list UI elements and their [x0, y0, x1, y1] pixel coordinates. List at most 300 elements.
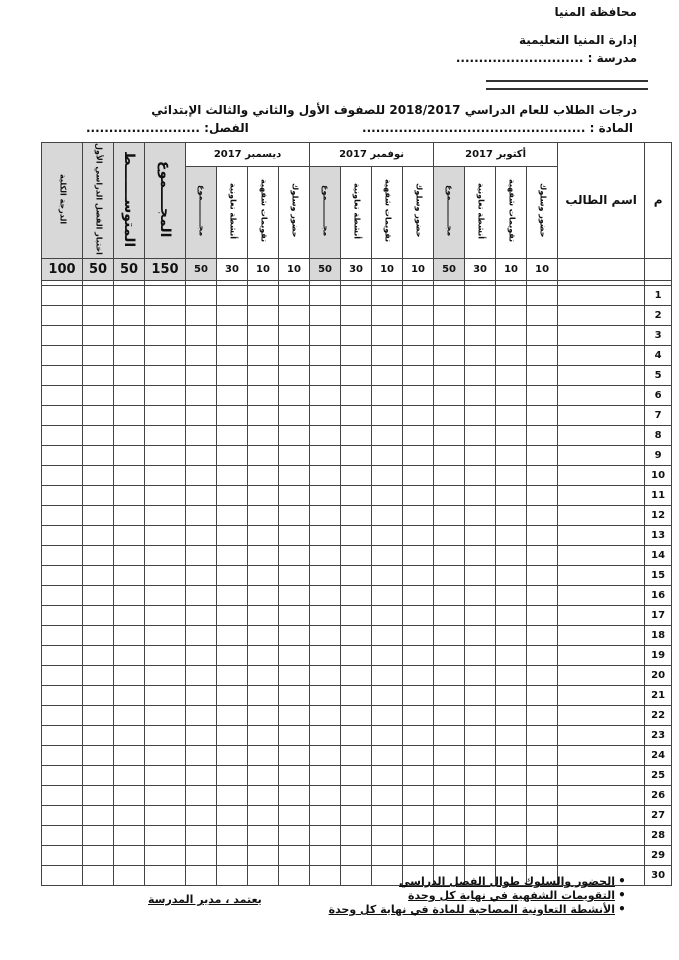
grade-cell[interactable]	[83, 365, 114, 385]
grade-cell[interactable]	[403, 605, 434, 625]
grade-cell[interactable]	[310, 505, 341, 525]
grade-cell[interactable]	[341, 705, 372, 725]
grade-cell[interactable]	[248, 545, 279, 565]
grade-cell[interactable]	[341, 445, 372, 465]
grade-cell[interactable]	[465, 645, 496, 665]
grade-cell[interactable]	[465, 565, 496, 585]
grade-cell[interactable]	[145, 605, 186, 625]
grade-cell[interactable]	[114, 725, 145, 745]
grade-cell[interactable]	[83, 745, 114, 765]
grade-cell[interactable]	[114, 565, 145, 585]
grade-cell[interactable]	[186, 865, 217, 885]
grade-cell[interactable]	[403, 325, 434, 345]
grade-cell[interactable]	[403, 285, 434, 305]
grade-cell[interactable]	[248, 645, 279, 665]
grade-cell[interactable]	[341, 645, 372, 665]
grade-cell[interactable]	[83, 405, 114, 425]
grade-cell[interactable]	[496, 345, 527, 365]
grade-cell[interactable]	[496, 605, 527, 625]
student-name-cell[interactable]	[558, 325, 645, 345]
grade-cell[interactable]	[496, 765, 527, 785]
grade-cell[interactable]	[310, 825, 341, 845]
grade-cell[interactable]	[83, 385, 114, 405]
grade-cell[interactable]	[465, 845, 496, 865]
student-name-cell[interactable]	[558, 445, 645, 465]
grade-cell[interactable]	[248, 845, 279, 865]
grade-cell[interactable]	[372, 765, 403, 785]
grade-cell[interactable]	[310, 485, 341, 505]
grade-cell[interactable]	[114, 585, 145, 605]
grade-cell[interactable]	[186, 385, 217, 405]
grade-cell[interactable]	[310, 545, 341, 565]
grade-cell[interactable]	[465, 405, 496, 425]
grade-cell[interactable]	[341, 845, 372, 865]
student-name-cell[interactable]	[558, 625, 645, 645]
grade-cell[interactable]	[279, 325, 310, 345]
grade-cell[interactable]	[372, 285, 403, 305]
grade-cell[interactable]	[248, 665, 279, 685]
grade-cell[interactable]	[434, 645, 465, 665]
grade-cell[interactable]	[279, 365, 310, 385]
grade-cell[interactable]	[341, 525, 372, 545]
grade-cell[interactable]	[341, 725, 372, 745]
grade-cell[interactable]	[248, 485, 279, 505]
grade-cell[interactable]	[310, 725, 341, 745]
grade-cell[interactable]	[465, 605, 496, 625]
grade-cell[interactable]	[186, 585, 217, 605]
grade-cell[interactable]	[527, 285, 558, 305]
grade-cell[interactable]	[42, 785, 83, 805]
grade-cell[interactable]	[403, 485, 434, 505]
grade-cell[interactable]	[248, 825, 279, 845]
grade-cell[interactable]	[114, 865, 145, 885]
grade-cell[interactable]	[496, 465, 527, 485]
grade-cell[interactable]	[310, 665, 341, 685]
student-name-cell[interactable]	[558, 705, 645, 725]
grade-cell[interactable]	[42, 865, 83, 885]
grade-cell[interactable]	[372, 645, 403, 665]
grade-cell[interactable]	[341, 605, 372, 625]
grade-cell[interactable]	[465, 445, 496, 465]
grade-cell[interactable]	[279, 305, 310, 325]
grade-cell[interactable]	[372, 625, 403, 645]
grade-cell[interactable]	[83, 805, 114, 825]
grade-cell[interactable]	[310, 785, 341, 805]
grade-cell[interactable]	[42, 505, 83, 525]
grade-cell[interactable]	[42, 805, 83, 825]
grade-cell[interactable]	[310, 325, 341, 345]
grade-cell[interactable]	[279, 705, 310, 725]
grade-cell[interactable]	[42, 325, 83, 345]
grade-cell[interactable]	[341, 565, 372, 585]
grade-cell[interactable]	[403, 505, 434, 525]
grade-cell[interactable]	[186, 805, 217, 825]
grade-cell[interactable]	[372, 705, 403, 725]
grade-cell[interactable]	[114, 505, 145, 525]
grade-cell[interactable]	[496, 385, 527, 405]
grade-cell[interactable]	[403, 685, 434, 705]
grade-cell[interactable]	[145, 705, 186, 725]
grade-cell[interactable]	[279, 285, 310, 305]
grade-cell[interactable]	[217, 325, 248, 345]
grade-cell[interactable]	[527, 345, 558, 365]
grade-cell[interactable]	[527, 825, 558, 845]
grade-cell[interactable]	[372, 525, 403, 545]
grade-cell[interactable]	[186, 305, 217, 325]
grade-cell[interactable]	[248, 465, 279, 485]
grade-cell[interactable]	[496, 525, 527, 545]
grade-cell[interactable]	[496, 545, 527, 565]
grade-cell[interactable]	[114, 785, 145, 805]
grade-cell[interactable]	[83, 765, 114, 785]
grade-cell[interactable]	[248, 585, 279, 605]
grade-cell[interactable]	[217, 545, 248, 565]
student-name-cell[interactable]	[558, 425, 645, 445]
student-name-cell[interactable]	[558, 545, 645, 565]
grade-cell[interactable]	[496, 445, 527, 465]
grade-cell[interactable]	[434, 465, 465, 485]
grade-cell[interactable]	[465, 625, 496, 645]
grade-cell[interactable]	[403, 405, 434, 425]
grade-cell[interactable]	[114, 325, 145, 345]
grade-cell[interactable]	[186, 725, 217, 745]
grade-cell[interactable]	[42, 765, 83, 785]
grade-cell[interactable]	[527, 465, 558, 485]
grade-cell[interactable]	[217, 765, 248, 785]
grade-cell[interactable]	[465, 305, 496, 325]
grade-cell[interactable]	[403, 645, 434, 665]
grade-cell[interactable]	[83, 485, 114, 505]
student-name-cell[interactable]	[558, 405, 645, 425]
grade-cell[interactable]	[527, 665, 558, 685]
grade-cell[interactable]	[114, 805, 145, 825]
grade-cell[interactable]	[496, 425, 527, 445]
student-name-cell[interactable]	[558, 745, 645, 765]
grade-cell[interactable]	[114, 685, 145, 705]
grade-cell[interactable]	[434, 545, 465, 565]
grade-cell[interactable]	[527, 445, 558, 465]
grade-cell[interactable]	[42, 605, 83, 625]
grade-cell[interactable]	[145, 565, 186, 585]
grade-cell[interactable]	[372, 445, 403, 465]
grade-cell[interactable]	[145, 685, 186, 705]
grade-cell[interactable]	[83, 865, 114, 885]
grade-cell[interactable]	[42, 285, 83, 305]
grade-cell[interactable]	[186, 765, 217, 785]
grade-cell[interactable]	[248, 805, 279, 825]
grade-cell[interactable]	[403, 305, 434, 325]
grade-cell[interactable]	[465, 425, 496, 445]
grade-cell[interactable]	[145, 305, 186, 325]
grade-cell[interactable]	[42, 705, 83, 725]
grade-cell[interactable]	[217, 605, 248, 625]
grade-cell[interactable]	[434, 485, 465, 505]
grade-cell[interactable]	[341, 385, 372, 405]
grade-cell[interactable]	[248, 525, 279, 545]
grade-cell[interactable]	[279, 445, 310, 465]
grade-cell[interactable]	[279, 585, 310, 605]
grade-cell[interactable]	[145, 385, 186, 405]
grade-cell[interactable]	[42, 485, 83, 505]
grade-cell[interactable]	[496, 665, 527, 685]
grade-cell[interactable]	[279, 545, 310, 565]
grade-cell[interactable]	[42, 845, 83, 865]
grade-cell[interactable]	[341, 485, 372, 505]
grade-cell[interactable]	[145, 545, 186, 565]
grade-cell[interactable]	[403, 805, 434, 825]
grade-cell[interactable]	[465, 505, 496, 525]
grade-cell[interactable]	[83, 785, 114, 805]
grade-cell[interactable]	[434, 825, 465, 845]
grade-cell[interactable]	[372, 405, 403, 425]
grade-cell[interactable]	[279, 725, 310, 745]
grade-cell[interactable]	[372, 745, 403, 765]
grade-cell[interactable]	[114, 305, 145, 325]
grade-cell[interactable]	[465, 805, 496, 825]
grade-cell[interactable]	[310, 445, 341, 465]
grade-cell[interactable]	[372, 345, 403, 365]
grade-cell[interactable]	[465, 345, 496, 365]
grade-cell[interactable]	[217, 445, 248, 465]
grade-cell[interactable]	[186, 625, 217, 645]
grade-cell[interactable]	[310, 745, 341, 765]
grade-cell[interactable]	[248, 745, 279, 765]
grade-cell[interactable]	[114, 485, 145, 505]
grade-cell[interactable]	[527, 605, 558, 625]
grade-cell[interactable]	[145, 445, 186, 465]
grade-cell[interactable]	[527, 645, 558, 665]
grade-cell[interactable]	[403, 705, 434, 725]
grade-cell[interactable]	[403, 725, 434, 745]
grade-cell[interactable]	[527, 565, 558, 585]
grade-cell[interactable]	[279, 665, 310, 685]
grade-cell[interactable]	[372, 585, 403, 605]
grade-cell[interactable]	[434, 305, 465, 325]
grade-cell[interactable]	[186, 785, 217, 805]
grade-cell[interactable]	[279, 685, 310, 705]
grade-cell[interactable]	[434, 745, 465, 765]
grade-cell[interactable]	[248, 565, 279, 585]
grade-cell[interactable]	[527, 625, 558, 645]
grade-cell[interactable]	[42, 665, 83, 685]
grade-cell[interactable]	[341, 285, 372, 305]
grade-cell[interactable]	[403, 845, 434, 865]
grade-cell[interactable]	[217, 525, 248, 545]
grade-cell[interactable]	[496, 565, 527, 585]
grade-cell[interactable]	[145, 625, 186, 645]
grade-cell[interactable]	[114, 365, 145, 385]
grade-cell[interactable]	[310, 805, 341, 825]
grade-cell[interactable]	[341, 785, 372, 805]
grade-cell[interactable]	[279, 625, 310, 645]
grade-cell[interactable]	[403, 525, 434, 545]
grade-cell[interactable]	[496, 305, 527, 325]
grade-cell[interactable]	[42, 625, 83, 645]
grade-cell[interactable]	[434, 385, 465, 405]
student-name-cell[interactable]	[558, 605, 645, 625]
student-name-cell[interactable]	[558, 285, 645, 305]
grade-cell[interactable]	[83, 525, 114, 545]
grade-cell[interactable]	[83, 325, 114, 345]
grade-cell[interactable]	[217, 505, 248, 525]
grade-cell[interactable]	[279, 345, 310, 365]
grade-cell[interactable]	[403, 765, 434, 785]
grade-cell[interactable]	[145, 345, 186, 365]
grade-cell[interactable]	[217, 565, 248, 585]
grade-cell[interactable]	[527, 425, 558, 445]
student-name-cell[interactable]	[558, 365, 645, 385]
grade-cell[interactable]	[527, 405, 558, 425]
grade-cell[interactable]	[83, 605, 114, 625]
grade-cell[interactable]	[145, 825, 186, 845]
grade-cell[interactable]	[83, 625, 114, 645]
grade-cell[interactable]	[42, 465, 83, 485]
grade-cell[interactable]	[465, 665, 496, 685]
grade-cell[interactable]	[465, 365, 496, 385]
student-name-cell[interactable]	[558, 725, 645, 745]
grade-cell[interactable]	[186, 665, 217, 685]
grade-cell[interactable]	[465, 745, 496, 765]
grade-cell[interactable]	[186, 845, 217, 865]
grade-cell[interactable]	[279, 405, 310, 425]
grade-cell[interactable]	[217, 385, 248, 405]
grade-cell[interactable]	[496, 705, 527, 725]
grade-cell[interactable]	[310, 365, 341, 385]
grade-cell[interactable]	[217, 585, 248, 605]
grade-cell[interactable]	[279, 605, 310, 625]
grade-cell[interactable]	[217, 665, 248, 685]
grade-cell[interactable]	[527, 845, 558, 865]
student-name-cell[interactable]	[558, 465, 645, 485]
grade-cell[interactable]	[372, 305, 403, 325]
grade-cell[interactable]	[114, 745, 145, 765]
student-name-cell[interactable]	[558, 765, 645, 785]
grade-cell[interactable]	[465, 785, 496, 805]
grade-cell[interactable]	[310, 425, 341, 445]
grade-cell[interactable]	[527, 305, 558, 325]
grade-cell[interactable]	[186, 405, 217, 425]
grade-cell[interactable]	[279, 785, 310, 805]
grade-cell[interactable]	[341, 665, 372, 685]
grade-cell[interactable]	[186, 325, 217, 345]
grade-cell[interactable]	[496, 625, 527, 645]
grade-cell[interactable]	[145, 725, 186, 745]
grade-cell[interactable]	[42, 425, 83, 445]
grade-cell[interactable]	[403, 625, 434, 645]
student-name-cell[interactable]	[558, 345, 645, 365]
grade-cell[interactable]	[434, 625, 465, 645]
grade-cell[interactable]	[465, 485, 496, 505]
grade-cell[interactable]	[341, 585, 372, 605]
grade-cell[interactable]	[434, 445, 465, 465]
grade-cell[interactable]	[434, 705, 465, 725]
grade-cell[interactable]	[186, 465, 217, 485]
grade-cell[interactable]	[217, 625, 248, 645]
grade-cell[interactable]	[83, 565, 114, 585]
grade-cell[interactable]	[496, 825, 527, 845]
grade-cell[interactable]	[217, 485, 248, 505]
grade-cell[interactable]	[114, 465, 145, 485]
grade-cell[interactable]	[114, 625, 145, 645]
grade-cell[interactable]	[114, 525, 145, 545]
grade-cell[interactable]	[145, 365, 186, 385]
grade-cell[interactable]	[217, 845, 248, 865]
grade-cell[interactable]	[372, 665, 403, 685]
grade-cell[interactable]	[248, 285, 279, 305]
grade-cell[interactable]	[372, 805, 403, 825]
grade-cell[interactable]	[248, 605, 279, 625]
grade-cell[interactable]	[310, 525, 341, 545]
grade-cell[interactable]	[527, 485, 558, 505]
grade-cell[interactable]	[145, 285, 186, 305]
grade-cell[interactable]	[341, 545, 372, 565]
grade-cell[interactable]	[186, 545, 217, 565]
grade-cell[interactable]	[465, 705, 496, 725]
grade-cell[interactable]	[186, 645, 217, 665]
grade-cell[interactable]	[341, 325, 372, 345]
grade-cell[interactable]	[145, 585, 186, 605]
grade-cell[interactable]	[217, 785, 248, 805]
grade-cell[interactable]	[186, 445, 217, 465]
grade-cell[interactable]	[341, 345, 372, 365]
grade-cell[interactable]	[279, 745, 310, 765]
grade-cell[interactable]	[279, 645, 310, 665]
grade-cell[interactable]	[279, 825, 310, 845]
grade-cell[interactable]	[114, 345, 145, 365]
grade-cell[interactable]	[186, 485, 217, 505]
grade-cell[interactable]	[341, 505, 372, 525]
grade-cell[interactable]	[217, 865, 248, 885]
grade-cell[interactable]	[42, 345, 83, 365]
grade-cell[interactable]	[310, 345, 341, 365]
grade-cell[interactable]	[279, 525, 310, 545]
grade-cell[interactable]	[310, 305, 341, 325]
grade-cell[interactable]	[83, 845, 114, 865]
grade-cell[interactable]	[114, 765, 145, 785]
student-name-cell[interactable]	[558, 485, 645, 505]
grade-cell[interactable]	[372, 825, 403, 845]
grade-cell[interactable]	[310, 685, 341, 705]
grade-cell[interactable]	[248, 865, 279, 885]
grade-cell[interactable]	[217, 805, 248, 825]
grade-cell[interactable]	[496, 325, 527, 345]
grade-cell[interactable]	[434, 405, 465, 425]
grade-cell[interactable]	[83, 665, 114, 685]
grade-cell[interactable]	[145, 765, 186, 785]
grade-cell[interactable]	[496, 725, 527, 745]
grade-cell[interactable]	[310, 465, 341, 485]
grade-cell[interactable]	[434, 505, 465, 525]
grade-cell[interactable]	[145, 325, 186, 345]
grade-cell[interactable]	[83, 285, 114, 305]
grade-cell[interactable]	[527, 505, 558, 525]
grade-cell[interactable]	[465, 525, 496, 545]
grade-cell[interactable]	[248, 445, 279, 465]
grade-cell[interactable]	[83, 305, 114, 325]
grade-cell[interactable]	[434, 725, 465, 745]
grade-cell[interactable]	[496, 645, 527, 665]
grade-cell[interactable]	[372, 725, 403, 745]
grade-cell[interactable]	[341, 305, 372, 325]
grade-cell[interactable]	[217, 345, 248, 365]
grade-cell[interactable]	[42, 585, 83, 605]
grade-cell[interactable]	[279, 385, 310, 405]
grade-cell[interactable]	[465, 285, 496, 305]
grade-cell[interactable]	[372, 385, 403, 405]
grade-cell[interactable]	[83, 465, 114, 485]
grade-cell[interactable]	[248, 705, 279, 725]
grade-cell[interactable]	[248, 625, 279, 645]
